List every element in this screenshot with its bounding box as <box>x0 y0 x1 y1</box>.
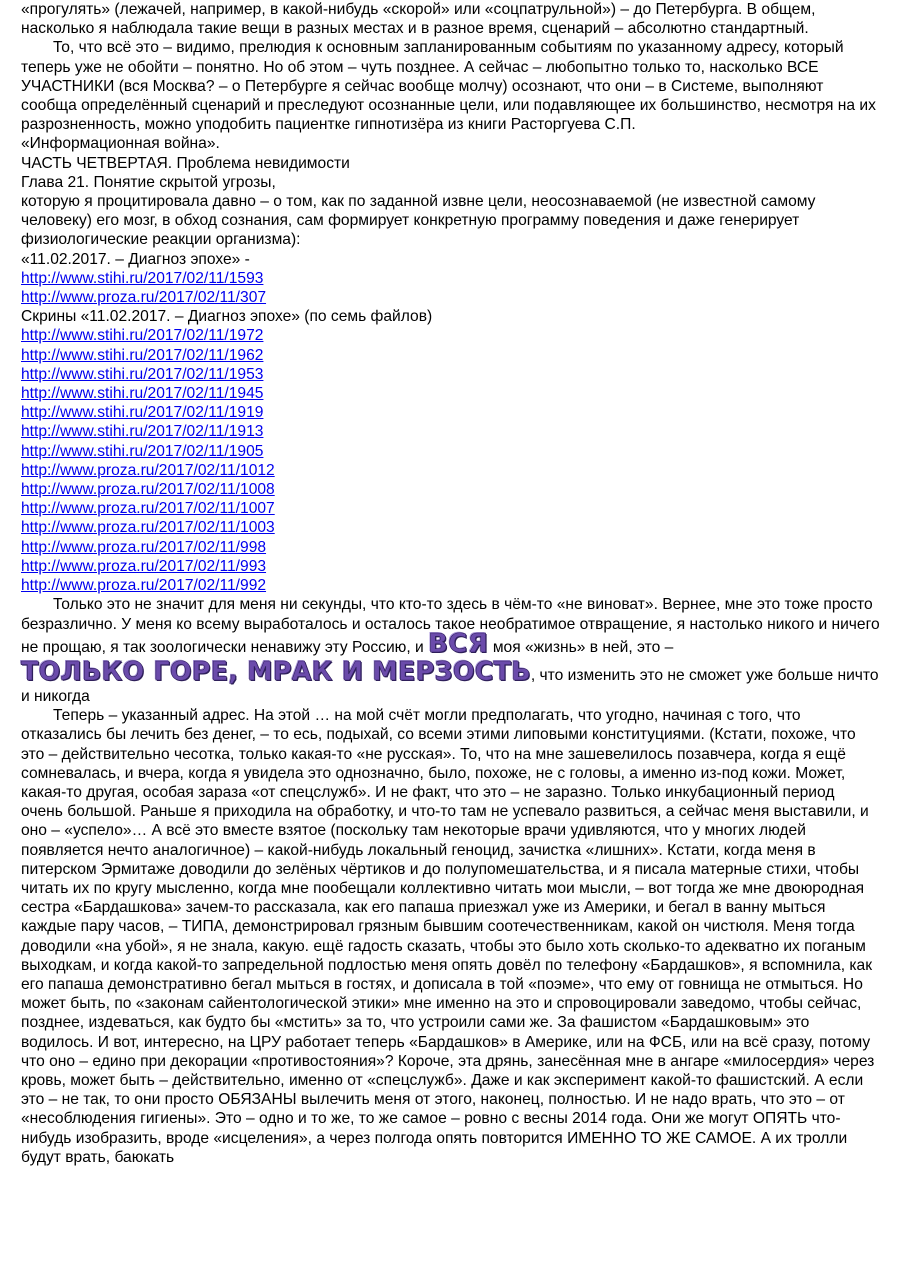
link[interactable]: http://www.stihi.ru/2017/02/11/1962 <box>21 346 264 364</box>
links-primary <box>21 269 880 307</box>
screenshots-title: Скрины «11.02.2017. – Диагноз эпохе» (по семь файлов) <box>21 308 433 326</box>
chapter-heading: Глава 21. Понятие скрытой угрозы, <box>21 173 276 191</box>
link-item <box>21 538 880 557</box>
link[interactable]: http://www.stihi.ru/2017/02/11/1913 <box>21 423 264 441</box>
link[interactable]: http://www.proza.ru/2017/02/11/998 <box>21 538 267 556</box>
paragraph-quote-description: которую я процитировала давно – о том, как по заданной извне цели, неосознаваемой (не известной самому человеку) его мозг, в обход сознания, сам формирует конкретную программу поведения и даже генерирует физиологические реакции организма): <box>21 193 816 249</box>
diagnosis-title: «11.02.2017. – Диагноз эпохе» - <box>21 250 250 268</box>
link-item <box>21 461 880 480</box>
link[interactable]: http://www.proza.ru/2017/02/11/307 <box>21 289 267 307</box>
link[interactable]: http://www.stihi.ru/2017/02/11/1593 <box>21 269 264 287</box>
link-item <box>21 422 880 441</box>
paragraph-participants: То, что всё это – видимо, прелюдия к основным запланированным событиям по указанному адресу, который теперь уже не обойти – понятно. Но об этом – чуть позднее. А сейчас – любопытно только то, насколько ВСЕ УЧАСТНИКИ (вся Москва? – о Петербурге я сейчас вообще молчу) осознают, что они – в Системе, выполняют сообща определённый сценарий и преследуют осознанные цели, или подавляющее их большинство, несмотря на их разрозненность, можно уподобить пациентке гипнотизёра из книги Расторгуева С.П. <box>21 39 876 134</box>
link-item <box>21 557 880 576</box>
link-item <box>21 442 880 461</box>
part-heading: ЧАСТЬ ЧЕТВЕРТАЯ. Проблема невидимости <box>21 154 350 172</box>
link-item <box>21 499 880 518</box>
emphasis-phrase-grief: ТОЛЬКО ГОРЕ, МРАК И МЕРЗОСТЬ <box>21 656 531 687</box>
link-item <box>21 576 880 595</box>
link-item <box>21 480 880 499</box>
hatred-text-mid: моя «жизнь» в ней, это – <box>488 638 674 656</box>
emphasis-word-all: ВСЯ <box>428 628 489 659</box>
link-item <box>21 403 880 422</box>
link[interactable]: http://www.stihi.ru/2017/02/11/1945 <box>21 385 264 403</box>
link[interactable]: http://www.proza.ru/2017/02/11/1012 <box>21 461 275 479</box>
link[interactable]: http://www.proza.ru/2017/02/11/993 <box>21 557 267 575</box>
link[interactable]: http://www.stihi.ru/2017/02/11/1972 <box>21 327 264 345</box>
link[interactable]: http://www.stihi.ru/2017/02/11/1919 <box>21 404 264 422</box>
link-item <box>21 518 880 537</box>
link[interactable]: http://www.stihi.ru/2017/02/11/1905 <box>21 442 264 460</box>
paragraph-address: Теперь – указанный адрес. На этой … на мой счёт могли предполагать, что угодно, начиная с того, что отказались бы лечить без денег, – то есь, подыхай, со всеми этими липовыми конституциями. (Кстати, похоже, что это – действительно чесотка, только какая-то «не русская». То, что на мне зашевелилось позавчера, когда я ещё сомневалась, и вчера, когда я увидела это однозначно, было, похоже, не с головы, а именно из-под кожи. Может, какая-то другая, особая зараза «от спецслужб». И не факт, что это – не заразно. Только инкубационный период очень большой. Раньше я приходила на обработку, и что-то там не успевало развиться, а сейчас меня выставили, и оно – «успело»… А всё это вместе взятое (поскольку там некоторые врачи удивляются, что у многих людей появляется нечто аналогичное) – какой-нибудь локальный геноцид, зачистка «лишних». Кстати, когда меня в питерском Эрмитаже доводили до зелёных чёртиков и до полупомешательства, и я писала матерные стихи, чтобы читать их по кругу мысленно, когда мне пообещали коллективно читать мои мысли, – вот тогда же мне двоюродная сестра «Бардашкова» зачем-то рассказала, как его папаша приезжал уже из Америки, и бегал в ванну мыться каждые пару часов, – ТИПА, демонстрировал грязным бывшим соотечественникам, какой он чистюля. Меня тогда доводили «на убой», я не знала, какую. ещё гадость сказать, чтобы это было хоть сколько-то адекватно их поганым выходкам, и когда какой-то запредельной подлостью меня опять довёл по телефону «Бардашков», я вспомнила, как его папаша демонстративно бегал мыться в гостях, и дописала в той «поэме», что ему от говнища не отмыться. Но может быть, по «законам сайентологической этики» мне именно на это и спровоцировали заведомо, чтобы сейчас, позднее, издеваться, как будто бы «мстить» за то, что устроили сами же. За фашистом «Бардашковым» это водилось. И вот, интересно, на ЦРУ работает теперь «Бардашков» в Америке, или на ФСБ, или на всё сразу, потому что оно – едино при декорации «противостояния»? Короче, эта дрянь, занесённая мне в ангаре «милосердия» через кровь, может быть – действительно, именно от «спецслужб». Даже и как эксперимент какой-то фашистский. А если это – не так, то они просто ОБЯЗАНЫ вылечить меня от этого, наконец, полностью. И не надо врать, что это – от «несоблюдения гигиены». Это – одно и то же, то же самое – ровно с весны 2014 года. Они же могут ОПЯТЬ что-нибудь изобразить, вроде «исцеления», а через полгода опять повторится ИМЕННО ТО ЖЕ САМОЕ. А их тролли будут врать, баюкать <box>21 707 875 1166</box>
link[interactable]: http://www.stihi.ru/2017/02/11/1953 <box>21 365 264 383</box>
link[interactable]: http://www.proza.ru/2017/02/11/992 <box>21 577 267 595</box>
link-item <box>21 346 880 365</box>
links-screenshots <box>21 326 880 595</box>
link-item <box>21 384 880 403</box>
link[interactable]: http://www.proza.ru/2017/02/11/1008 <box>21 481 275 499</box>
link[interactable]: http://www.proza.ru/2017/02/11/1003 <box>21 519 275 537</box>
paragraph-hatred <box>21 595 880 706</box>
hatred-text-end: , что изменить это не сможет уже больше ничто и никогда <box>21 666 879 705</box>
link[interactable]: http://www.proza.ru/2017/02/11/1007 <box>21 500 275 518</box>
link-item <box>21 365 880 384</box>
link-item <box>21 288 880 307</box>
link-item <box>21 326 880 345</box>
hatred-text-start: Только это не значит для меня ни секунды, что кто-то здесь в чём-то «не виноват». Вернее, мне это тоже просто безразлично. У меня ко всему выработалось и осталось такое необратимое отвращение, я настолько никого и ничего не прощаю, я так зоологически ненавижу эту Россию, и <box>21 596 880 656</box>
link-item <box>21 269 880 288</box>
paragraph-intro: «прогулять» (лежачей, например, в какой-нибудь «скорой» или «соцпатрульной») – до Петербурга. В общем, насколько я наблюдала такие вещи в разных местах и в разное время, сценарий – абсолютно стандартный. <box>21 1 816 38</box>
book-title-line: «Информационная война». <box>21 135 220 153</box>
